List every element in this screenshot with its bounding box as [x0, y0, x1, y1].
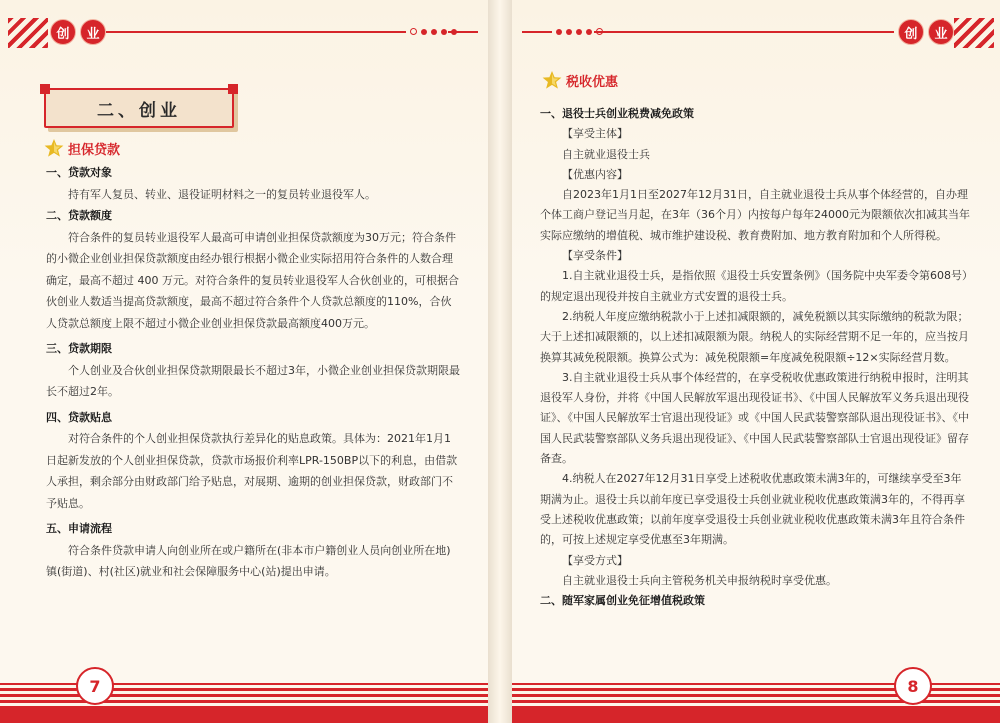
item-body: 符合条件的复员转业退役军人最高可申请创业担保贷款额度为30万元；符合条件的小微企业创业担保贷款额度由经办银行根据小微企业实际招用符合条件的人数合理确定，最高不超过 400 万元。对符合条件的复员转业退役军人合伙创业的，可根据合伙创业人数适当提高贷款额度，最高不超过符合条件个人贷款总额度的110%，合伙人贷款总额度上限不超过小微企业创业担保贷款最高额度400万元。 [46, 230, 459, 330]
header-line [594, 31, 894, 33]
header-stripes [8, 18, 48, 48]
policy-heading: 一、退役士兵创业税费减免政策 [540, 107, 694, 120]
subsection-heading [44, 138, 120, 158]
right-content [540, 104, 972, 611]
benefit-text: 自2023年1月1日至2027年12月31日，自主就业退役士兵从事个体经营的，自办理个体工商户登记当月起，在3年（36个月）内按每户每年24000元为限额依次扣减其当年实际应缴纳的增值税、城市维护建设税、教育费附加、地方教育附加和个人所得税。 [540, 188, 970, 242]
item-body: 对符合条件的个人创业担保贷款执行差异化的贴息政策。具体为：2021年1月1日起新发放的个人创业担保贷款，贷款市场报价利率LPR-150BP以下的利息，由借款人承担，剩余部分由财政部门给予贴息，对展期、逾期的创业担保贷款，财政部门不予贴息。 [46, 432, 458, 510]
header-line [106, 31, 406, 33]
condition-item: 3.自主就业退役士兵从事个体经营的，在享受税收优惠政策进行纳税申报时，注明其退役军人身份，并将《中国人民解放军退出现役证书》、《中国人民解放军义务兵退出现役证》、《中国人民解放军士官退出现役证》或《中国人民武装警察部队退出现役证书》、《中国人民武装警察部队义务兵退出现役证》、《中国人民武装警察部队士官退出现役证》留存备查。 [540, 370, 969, 466]
condition-item: 4.纳税人在2027年12月31日享受上述税收优惠政策未满3年的，可继续享受至3年期满为止。退役士兵以前年度已享受退役士兵创业就业税收优惠政策满3年的，不得再享受上述税收优惠政策；以前年度享受退役士兵创业就业税收优惠政策未满3年且符合条件的，可按上述规定享受优惠至3年期满。 [540, 472, 965, 547]
right-footer [512, 643, 1000, 723]
footer-band [0, 709, 488, 723]
subsection-title: 担保贷款 [68, 142, 121, 158]
page-number: 7 [76, 667, 114, 705]
item-body: 持有军人复员、转业、退役证明材料之一的复员转业退役军人。 [68, 187, 376, 201]
banner-title: 二、创业 [97, 100, 181, 121]
subsection-title: 税收优惠 [566, 74, 619, 90]
left-footer [0, 643, 488, 723]
condition-item: 2.纳税人年度应缴纳税款小于上述扣减限额的，减免税额以其实际缴纳的税款为限；大于上述扣减限额的，以上述扣减限额为限。纳税人的实际经营期不足一年的，应当按月换算其减免税限额。换算公式为：减免税限额=年度减免税限额÷12×实际经营月数。 [540, 309, 969, 364]
item-heading: 三、贷款期限 [46, 342, 112, 355]
item-heading: 四、贷款贴息 [46, 410, 112, 424]
subsection-heading [542, 70, 618, 90]
subject-label: 【享受主体】 [562, 127, 628, 141]
benefit-label: 【优惠内容】 [562, 167, 628, 181]
star-icon [44, 138, 64, 158]
page-number: 8 [894, 667, 932, 705]
header-line-start [522, 31, 552, 33]
left-content [46, 162, 460, 583]
condition-item: 1.自主就业退役士兵，是指依照《退役士兵安置条例》（国务院中央军委令第608号）的规定退出现役并按自主就业方式安置的退役士兵。 [540, 269, 968, 303]
left-header [0, 18, 488, 48]
header-badge [898, 19, 954, 45]
header-line-end [448, 31, 478, 33]
footer-band [512, 709, 1000, 723]
conditions-label: 【享受条件】 [562, 249, 628, 263]
book-gutter [488, 0, 512, 723]
badge-char-1: 创 [50, 19, 76, 45]
badge-char-1: 创 [898, 19, 924, 45]
item-heading: 一、贷款对象 [46, 166, 112, 179]
badge-char-2: 业 [928, 19, 954, 45]
method-text: 自主就业退役士兵向主管税务机关申报纳税时享受优惠。 [562, 573, 837, 587]
badge-char-2: 业 [80, 19, 106, 45]
method-label: 【享受方式】 [562, 553, 628, 567]
policy-heading: 二、随军家属创业免征增值税政策 [540, 594, 705, 608]
subject-text: 自主就业退役士兵 [562, 147, 650, 161]
right-page [512, 0, 1000, 723]
right-header [512, 18, 1000, 48]
item-body: 符合条件贷款申请人向创业所在或户籍所在(非本市户籍创业人员向创业所在地)镇(街道)、村(社区)就业和社会保障服务中心(站)提出申请。 [46, 543, 451, 578]
header-badge [50, 19, 106, 45]
left-page [0, 0, 488, 723]
star-icon [542, 70, 562, 90]
header-stripes [954, 18, 994, 48]
item-body: 个人创业及合伙创业担保贷款期限最长不超过3年，小微企业创业担保贷款期限最长不超过2年。 [46, 363, 460, 398]
item-heading: 五、申请流程 [46, 522, 112, 535]
item-heading: 二、贷款额度 [46, 209, 112, 222]
section-banner [44, 88, 234, 128]
